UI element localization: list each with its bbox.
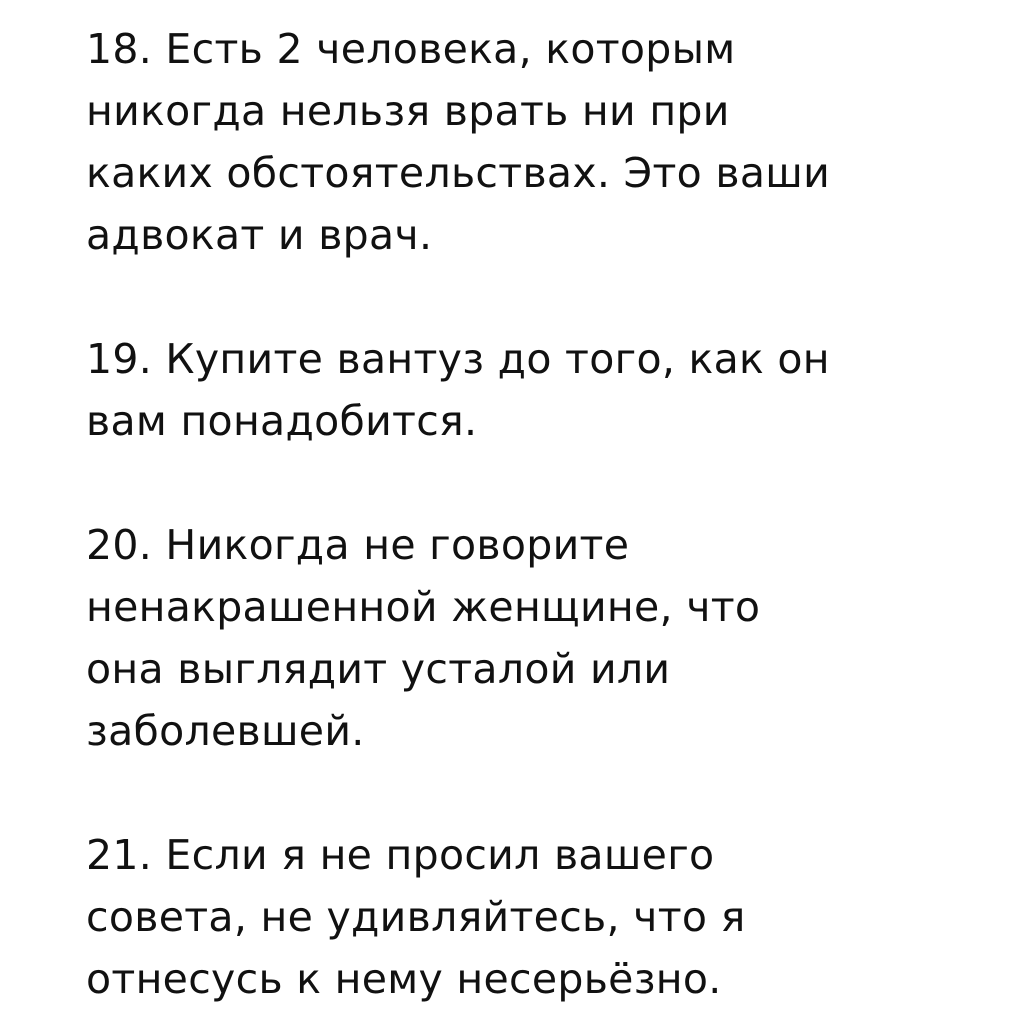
tip-line: 20. Никогда не говорите bbox=[86, 521, 630, 569]
tip-line: она выглядит усталой или bbox=[86, 645, 671, 693]
tip-line: отнесусь к нему несерьёзно. bbox=[86, 955, 722, 1003]
tip-line: 18. Есть 2 человека, которым bbox=[86, 25, 736, 73]
tip-line: никогда нельзя врать ни при bbox=[86, 87, 730, 135]
tip-line: вам понадобится. bbox=[86, 397, 478, 445]
tip-line: 21. Если я не просил вашего bbox=[86, 831, 715, 879]
tip-18 bbox=[86, 18, 986, 266]
tip-line: каких обстоятельствах. Это ваши bbox=[86, 149, 831, 197]
tip-line: ненакрашенной женщине, что bbox=[86, 583, 761, 631]
tip-21 bbox=[86, 824, 986, 1010]
tips-list bbox=[86, 18, 986, 1010]
tip-line: адвокат и врач. bbox=[86, 211, 433, 259]
tip-20 bbox=[86, 514, 986, 762]
tip-line: совета, не удивляйтесь, что я bbox=[86, 893, 746, 941]
tip-line: 19. Купите вантуз до того, как он bbox=[86, 335, 830, 383]
tip-line: заболевшей. bbox=[86, 707, 365, 755]
tip-19 bbox=[86, 328, 986, 452]
